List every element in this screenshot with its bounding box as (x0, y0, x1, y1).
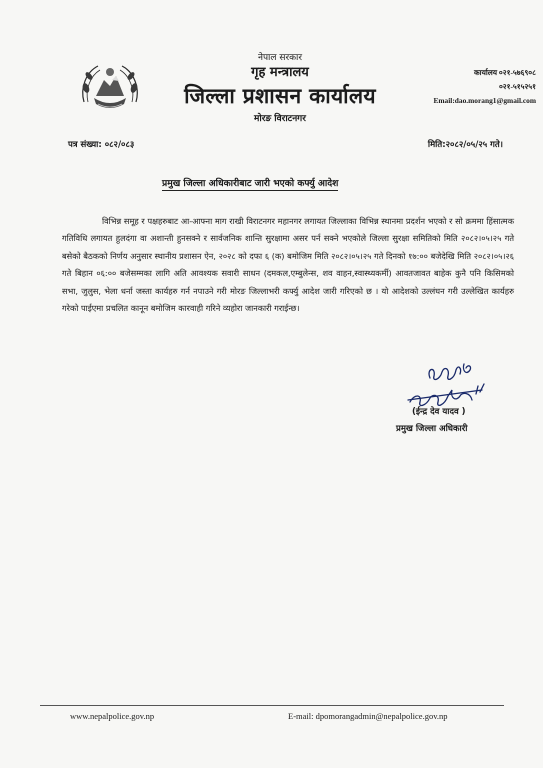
contact-email: Email:dao.morang1@gmail.com (433, 96, 536, 105)
office-location: मोरङ विराटनगर (254, 114, 306, 124)
ministry-name: गृह मन्त्रालय (251, 65, 309, 80)
letter-date: मिति:२०८२/०५/२५ गते। (427, 140, 503, 150)
contact-block (400, 66, 536, 108)
letter-body: विभिन्न समूह र पक्षहरुबाट आ-आफ्ना माग राखी विराटनगर महानगर लगायत जिल्लाका विभिन्न स्थानमा प्रदर्शन भएको र सो क्रममा हिंसात्मक गतिविधि लगायत हुलदंगा वा अशान्ती हुनसक्ने र सार्वजनिक शान्ति सुरक्षामा असर पर्न सक्ने भएकोले जिल्ला सुरक्षा समितिको मिति २०८२।०५।२५ गते बसेको बैठकको निर्णय अनुसार स्थानीय प्रशासन ऐन, २०२८ को दफा ६ (क) बमोजिम मिति २०८२।०५।२५ गते दिनको १७:०० बजेदेखि मिति २०८२।०५।२६ गते बिहान ०६:०० बजेसम्मका लागि अति आवश्यक सवारी साधन (दमकल,एम्बुलेन्स, शव वाहन,स्वास्थ्यकर्मी) आवतजावत बाहेक कुनै पनि किसिमको सभा, जुलुस, भेला धर्ना जस्ता कार्यहरु गर्न नपाउने गरी मोरङ जिल्लाभरी कर्फ्यु आदेश जारी गरिएको छ । यो आदेशको उल्लंघन गरी उल्लेखित कार्यहरु गरेको पाईएमा प्रचलित कानून बमोजिम कारवाही गरिने व्यहोरा जानकारी गराईन्छ। (62, 216, 514, 314)
letter-subject: प्रमुख जिल्ला अधिकारीबाट जारी भएको कर्फ्यु आदेश (162, 178, 339, 189)
phone-secondary: ०२१-५१५२५१ (498, 82, 536, 91)
government-name: नेपाल सरकार (257, 53, 303, 63)
office-phone: कार्यालय ०२१-५७६९०८ (474, 68, 536, 77)
signatory-name: (ईन्द्र देव यादव ) (412, 407, 466, 417)
footer-divider (40, 705, 504, 706)
office-name: जिल्ला प्रशासन कार्यालय (184, 84, 376, 108)
footer-email: E-mail: dpomorangadmin@nepalpolice.gov.np (288, 711, 448, 721)
letter-number: पत्र संख्या: ०८२/०८३ (68, 140, 135, 150)
footer-website: www.nepalpolice.gov.np (70, 711, 155, 721)
nepal-government-emblem-icon (78, 58, 142, 114)
signatory-title: प्रमुख जिल्ला अधिकारी (396, 424, 468, 434)
